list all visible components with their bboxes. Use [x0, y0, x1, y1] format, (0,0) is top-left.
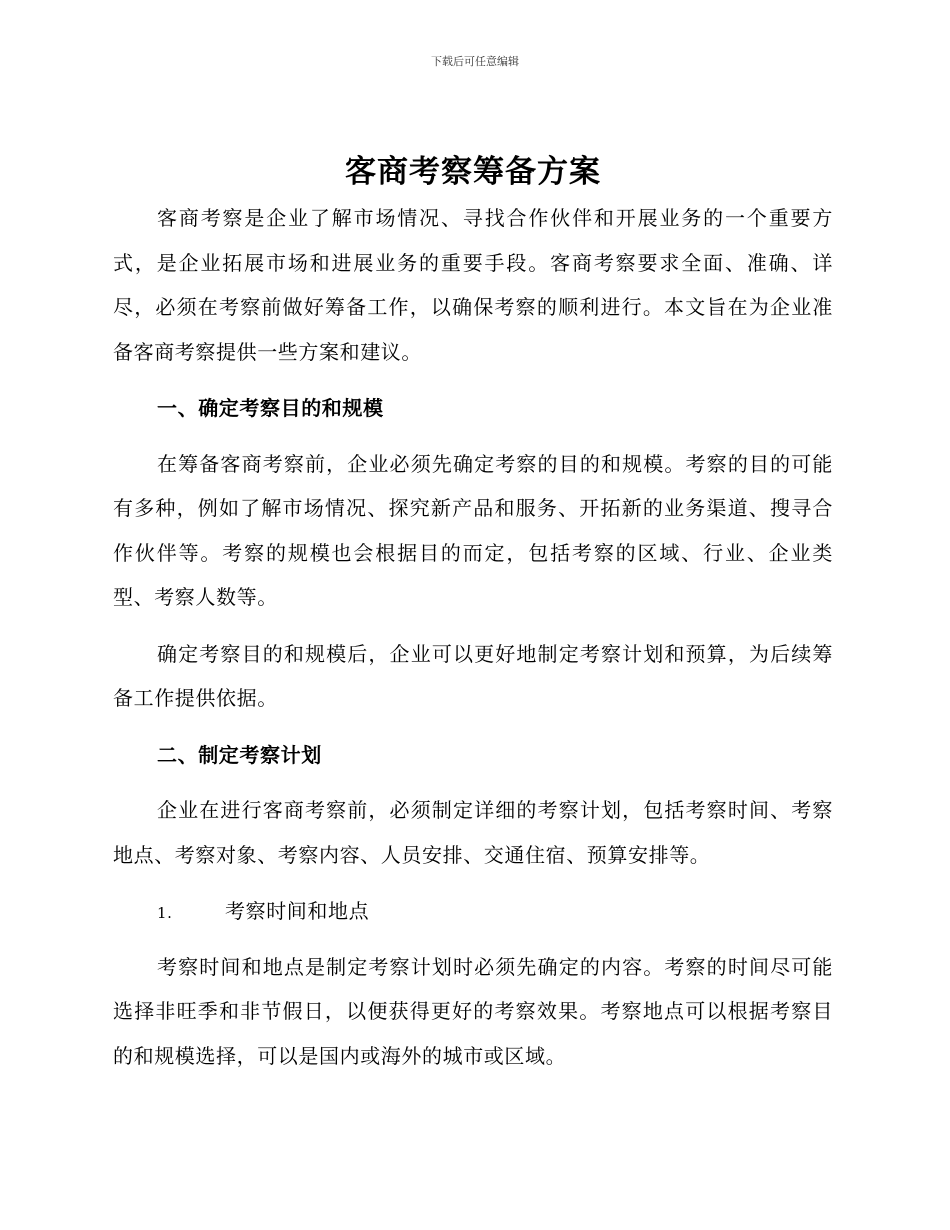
- section-2-heading: 二、制定考察计划: [157, 742, 322, 767]
- page-header-note: 下载后可任意编辑: [431, 55, 519, 68]
- section-1-paragraph-2: 确定考察目的和规模后，企业可以更好地制定考察计划和预算，为后续筹备工作提供依据。: [113, 641, 833, 710]
- section-1-paragraph-1: 在筹备客商考察前，企业必须先确定考察的目的和规模。考察的目的可能有多种，例如了解市场情况、探究新产品和服务、开拓新的业务渠道、搜寻合作伙伴等。考察的规模也会根据目的而定，包括考察的区域、行业、企业类型、考察人数等。: [113, 451, 833, 609]
- subsection-1-number: 1.: [157, 904, 173, 922]
- subsection-1-heading: [113, 889, 833, 936]
- document-title: 客商考察筹备方案: [345, 154, 601, 190]
- document-body: [113, 148, 833, 1090]
- subsection-1-paragraph: 考察时间和地点是制定考察计划时必须先确定的内容。考察的时间尽可能选择非旺季和非节假日，以便获得更好的考察效果。考察地点可以根据考察目的和规模选择，可以是国内或海外的城市或区域。: [113, 954, 833, 1068]
- section-2-paragraph-1: 企业在进行客商考察前，必须制定详细的考察计划，包括考察时间、考察地点、考察对象、考察内容、人员安排、交通住宿、预算安排等。: [113, 798, 833, 867]
- section-1-heading: 一、确定考察目的和规模: [157, 396, 384, 420]
- subsection-1-title: 考察时间和地点: [225, 899, 370, 923]
- intro-paragraph: 客商考察是企业了解市场情况、寻找合作伙伴和开展业务的一个重要方式，是企业拓展市场和进展业务的重要手段。客商考察要求全面、准确、详尽，必须在考察前做好筹备工作，以确保考察的顺利进行。本文旨在为企业准备客商考察提供一些方案和建议。: [113, 206, 833, 364]
